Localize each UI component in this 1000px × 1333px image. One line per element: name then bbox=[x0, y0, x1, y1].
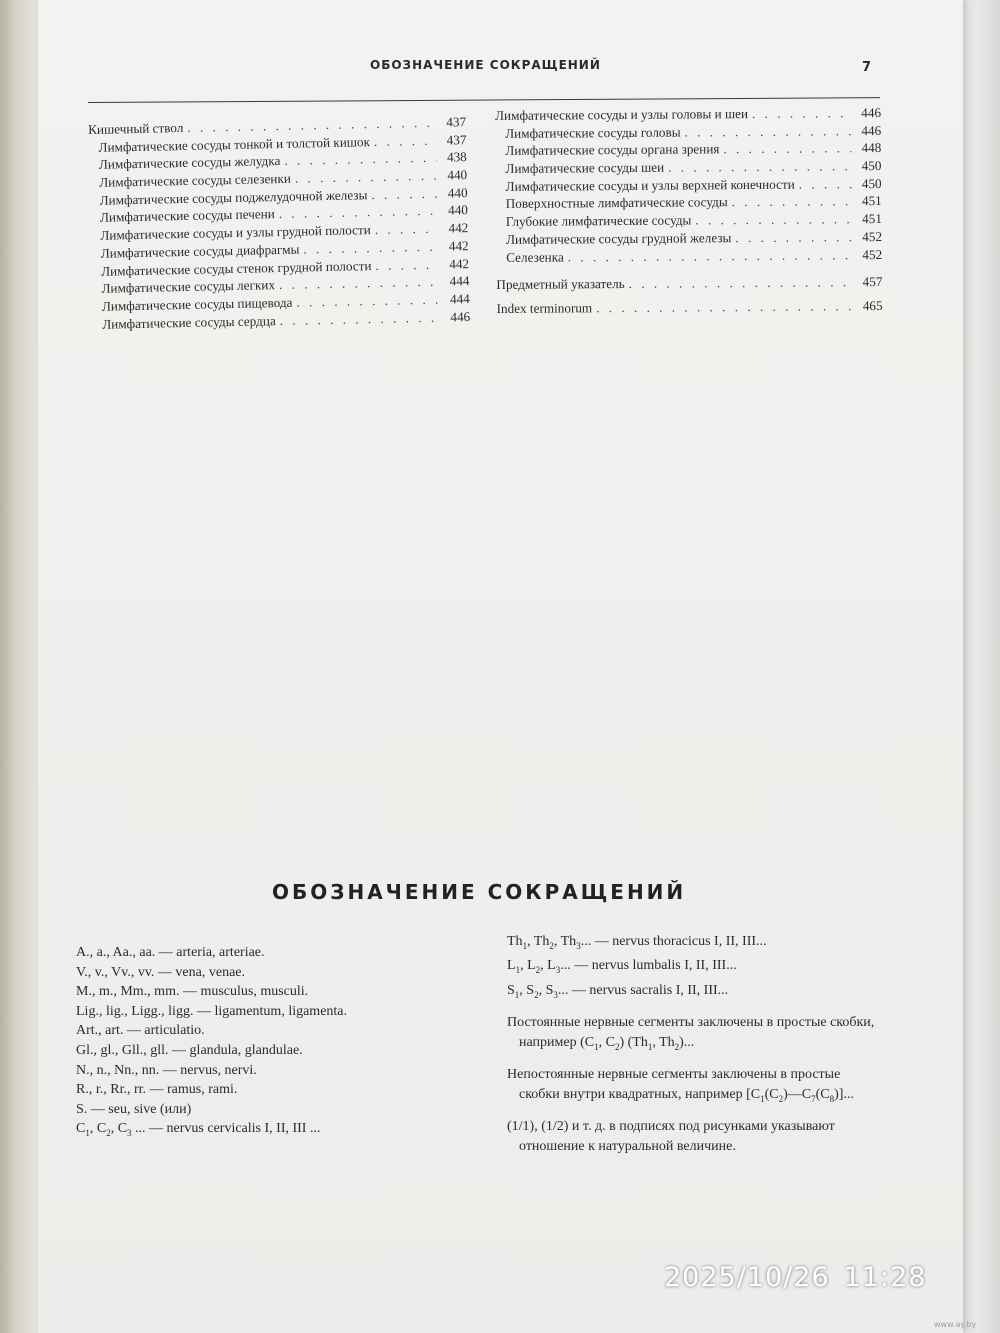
toc-entry-page: 450 bbox=[861, 175, 882, 191]
toc-entry-page: 437 bbox=[446, 131, 467, 148]
abbreviation-line: Art., art. — articulatio. bbox=[76, 1023, 205, 1039]
toc-leader-dots bbox=[799, 176, 852, 192]
toc-leader-dots bbox=[752, 105, 851, 122]
abbreviation-line: N., n., Nn., nn. — nervus, nervi. bbox=[76, 1062, 257, 1078]
book-binding bbox=[0, 0, 40, 1333]
abbreviations-left-column bbox=[76, 943, 496, 1144]
toc-entry-label: Глубокие лимфатические сосуды bbox=[505, 212, 692, 230]
toc-leader-dots bbox=[684, 123, 851, 140]
toc-leader-dots bbox=[668, 158, 851, 175]
toc-entry-label: Лимфатические сосуды стенок грудной полости bbox=[100, 257, 372, 279]
next-page-edge bbox=[963, 0, 1000, 1333]
toc-entry-label: Лимфатические сосуды тонкой и толстой кишок bbox=[98, 133, 371, 155]
toc-entry-label: Поверхностные лимфатические сосуды bbox=[505, 194, 728, 212]
toc-entry-page: 451 bbox=[861, 193, 882, 209]
toc-leader-dots bbox=[303, 238, 439, 257]
note-line: Постоянные нервные сегменты заключены в простые скобки, bbox=[507, 1015, 875, 1031]
timestamp-date: 2025/10/26 bbox=[664, 1262, 830, 1293]
toc-leader-dots bbox=[296, 292, 440, 311]
toc-entry-label: Предметный указатель bbox=[496, 276, 625, 293]
toc-entry-page: 446 bbox=[861, 104, 882, 121]
toc-leader-dots bbox=[568, 247, 853, 265]
abbreviation-line: Lig., lig., Ligg., ligg. — ligamentum, ligamenta. bbox=[76, 1003, 348, 1019]
toc-entry-label: Лимфатические сосуды и узлы головы и шеи bbox=[495, 106, 749, 123]
toc-entry-label: Лимфатические сосуды органа зрения bbox=[505, 141, 720, 159]
toc-entry-page: 442 bbox=[448, 220, 469, 236]
toc-entry-label: Лимфатические сосуды печени bbox=[99, 206, 275, 226]
abbreviation-cervical: $C_1$, $C_2$, $C_3$ ... — nervus cervicalis I, II, III ... bbox=[76, 1121, 321, 1139]
toc-entry-page: 452 bbox=[862, 228, 883, 244]
toc-entry-label: Index terminorum bbox=[496, 300, 593, 316]
toc-leader-dots bbox=[279, 203, 439, 222]
toc-entry-label: Лимфатические сосуды пищевода bbox=[101, 294, 293, 314]
note-line: отношение к натуральной величине. bbox=[519, 1138, 736, 1154]
abbreviations-right-column bbox=[507, 932, 937, 1156]
toc-entry-page: 442 bbox=[449, 255, 470, 271]
toc-entry-page: 442 bbox=[448, 237, 469, 254]
abbreviation-sacral: $S_1$, $S_2$, $S_3$... — nervus sacralis I, II, III... bbox=[507, 982, 729, 1000]
note-variable-segments bbox=[507, 1065, 937, 1109]
toc-entry-page: 448 bbox=[861, 140, 882, 156]
page-number: 7 bbox=[862, 60, 872, 75]
note-line: скобки внутри квадратных, например $[C_1(C_2)—C_7(C_8)]$... bbox=[519, 1086, 854, 1104]
toc-entry-label: Лимфатические сосуды шеи bbox=[505, 159, 665, 176]
toc-entry-label: Лимфатические сосуды и узлы грудной полости bbox=[100, 222, 371, 243]
sacral-text: — nervus sacralis I, II, III... bbox=[568, 982, 729, 998]
note-prefix: например bbox=[519, 1034, 581, 1050]
toc-entry bbox=[496, 246, 882, 267]
note-line: например ($C_1$, $C_2$) ($Th_1$, $Th_2$)... bbox=[519, 1034, 695, 1052]
toc-leader-dots bbox=[735, 229, 852, 246]
toc-entry-page: 465 bbox=[862, 297, 883, 313]
toc-left-column bbox=[88, 114, 470, 334]
toc-entry-page: 437 bbox=[446, 114, 467, 130]
toc-entry-label: Лимфатические сосуды и узлы верхней конечности bbox=[505, 176, 795, 194]
lumbar-text: — nervus lumbalis I, II, III... bbox=[570, 958, 737, 974]
toc-entry-label: Селезенка bbox=[506, 248, 564, 265]
toc-leader-dots bbox=[374, 132, 437, 149]
toc-entry-label: Лимфатические сосуды селезенки bbox=[99, 170, 292, 190]
toc-entry-label: Лимфатические сосуды диафрагмы bbox=[100, 241, 300, 261]
abbreviation-line: M., m., Mm., mm. — musculus, musculi. bbox=[76, 984, 309, 1000]
toc-leader-dots bbox=[295, 168, 438, 187]
abbreviation-line: S. — seu, sive (или) bbox=[76, 1101, 192, 1117]
toc-entry-label: Лимфатические сосуды сердца bbox=[102, 312, 276, 332]
note-line: (1/1), (1/2) и т. д. в подписях под рисунками указывают bbox=[507, 1119, 835, 1135]
cervical-text: — nervus cervicalis I, II, III ... bbox=[145, 1121, 321, 1137]
toc-entry-page: 438 bbox=[446, 149, 467, 165]
toc-entry-label: Лимфатические сосуды грудной железы bbox=[505, 229, 732, 247]
toc-entry-page: 451 bbox=[862, 211, 882, 227]
toc-leader-dots bbox=[695, 211, 852, 228]
toc-entry-page: 440 bbox=[447, 167, 468, 183]
toc-entry-page: 446 bbox=[450, 308, 471, 325]
toc-entry-page: 446 bbox=[861, 122, 882, 138]
toc-leader-dots bbox=[723, 141, 851, 158]
toc-entry-page: 457 bbox=[862, 274, 883, 290]
toc-entry-page: 444 bbox=[449, 290, 470, 307]
toc-entry-label: Лимфатические сосуды головы bbox=[505, 124, 681, 141]
note-constant-segments bbox=[507, 1013, 937, 1057]
toc-right-column bbox=[495, 105, 883, 319]
timestamp-time: 11:28 bbox=[843, 1262, 927, 1293]
toc-leader-dots bbox=[732, 194, 852, 211]
toc-entry-page: 440 bbox=[447, 184, 468, 201]
toc-leader-dots bbox=[371, 185, 438, 202]
toc-leader-dots bbox=[279, 274, 440, 293]
note-line: Непостоянные нервные сегменты заключены в простые bbox=[507, 1067, 841, 1083]
note-scale bbox=[507, 1117, 937, 1156]
toc-leader-dots bbox=[280, 309, 441, 328]
toc-leader-dots bbox=[375, 256, 439, 273]
toc-entry-label: Кишечный ствол bbox=[88, 120, 184, 137]
toc-leader-dots bbox=[284, 150, 437, 169]
toc-leader-dots bbox=[629, 274, 853, 292]
photo-timestamp bbox=[664, 1262, 926, 1293]
toc-entry-page: 440 bbox=[447, 202, 469, 218]
abbreviation-lumbar: $L_1$, $L_2$, $L_3$... — nervus lumbalis I, II, III... bbox=[507, 958, 737, 976]
abbreviation-line: Gl., gl., Gll., gll. — glandula, glandulae. bbox=[76, 1042, 303, 1058]
abbreviation-line: A., a., Aa., aa. — arteria, arteriae. bbox=[76, 945, 265, 960]
toc-entry-label: Лимфатические сосуды поджелудочной железы bbox=[99, 186, 368, 208]
note-prefix: скобки внутри квадратных, например bbox=[519, 1086, 747, 1102]
abbreviations-heading: ОБОЗНАЧЕНИЕ СОКРАЩЕНИЙ bbox=[272, 880, 687, 904]
toc-entry-subject-index bbox=[496, 274, 882, 295]
toc-entry-page: 444 bbox=[449, 273, 470, 289]
toc-leader-dots bbox=[375, 221, 439, 238]
running-title: ОБОЗНАЧЕНИЕ СОКРАЩЕНИЙ bbox=[370, 58, 601, 72]
toc-leader-dots bbox=[596, 298, 853, 316]
abbreviation-line: R., r., Rr., rr. — ramus, rami. bbox=[76, 1082, 238, 1098]
toc-entry-page: 452 bbox=[862, 246, 883, 262]
abbreviation-thoracic: $Th_1$, $Th_2$, $Th_3$... — nervus thoracicus I, II, III... bbox=[507, 934, 767, 951]
toc-entry-label: Лимфатические сосуды желудка bbox=[98, 153, 281, 173]
abbreviation-line: V., v., Vv., vv. — vena, venae. bbox=[76, 964, 246, 980]
thoracic-text: — nervus thoracicus I, II, III... bbox=[591, 934, 767, 949]
toc-entry-index-terminorum bbox=[497, 298, 883, 319]
toc-entry-page: 450 bbox=[861, 158, 882, 174]
watermark: www.ay.by bbox=[934, 1320, 977, 1329]
toc-entry-label: Лимфатические сосуды легких bbox=[101, 277, 276, 296]
